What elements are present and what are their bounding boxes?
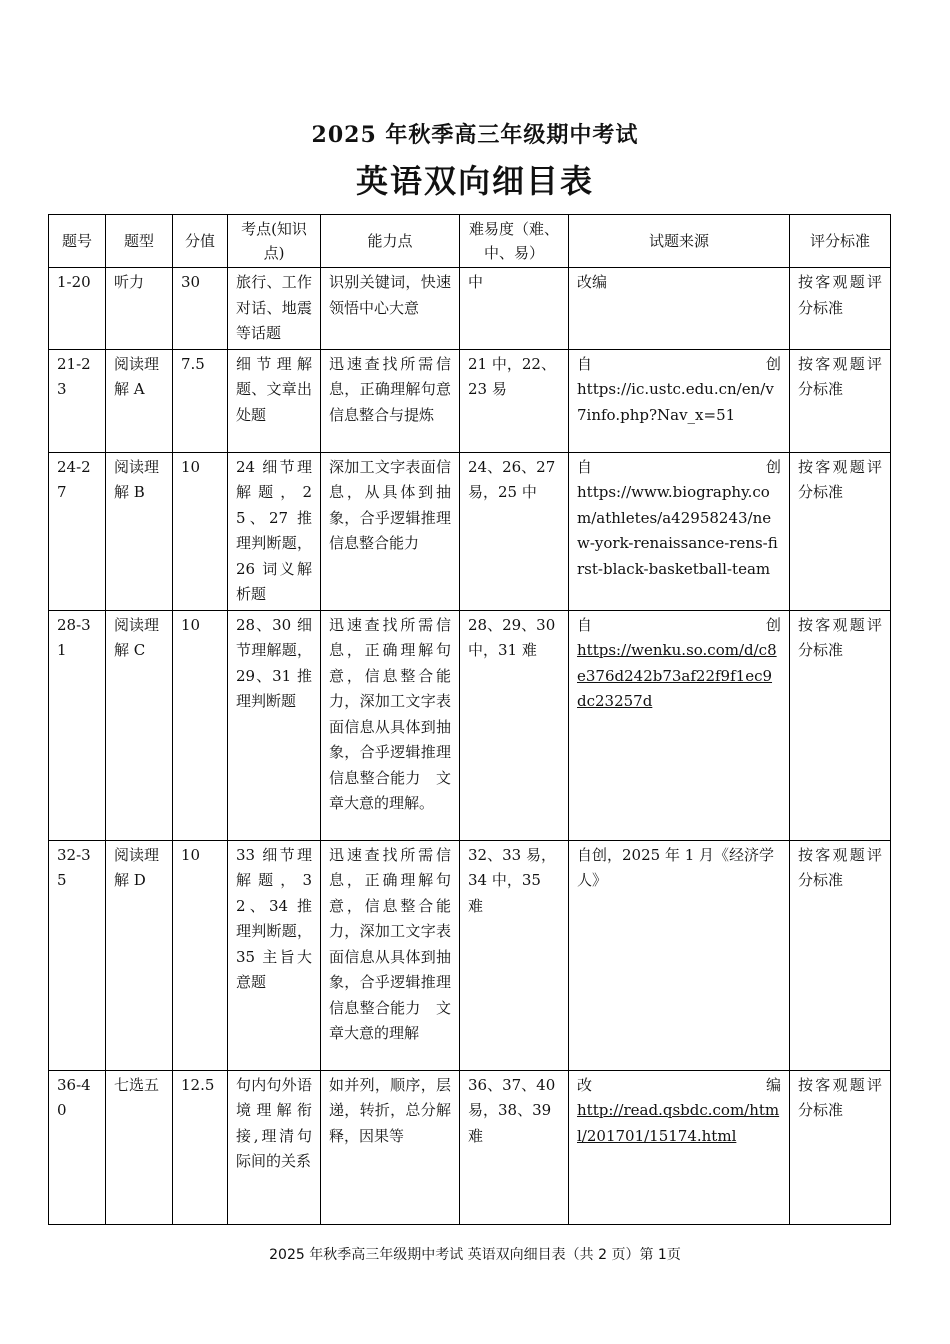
col-header-ability: 能力点 bbox=[321, 215, 460, 268]
cell-score: 7.5 bbox=[173, 349, 228, 452]
cell-grading: 按客观题评分标准 bbox=[790, 268, 891, 350]
cell-num: 36-40 bbox=[49, 1070, 106, 1224]
source-label: 自创，2025 年 1 月《经济学人》 bbox=[577, 845, 775, 889]
cell-source bbox=[569, 610, 790, 840]
cell-grading: 按客观题评分标准 bbox=[790, 1070, 891, 1224]
cell-difficulty: 21 中，22、23 易 bbox=[460, 349, 569, 452]
cell-difficulty: 24、26、27 易，25 中 bbox=[460, 452, 569, 610]
cell-ability: 迅速查找所需信息，正确理解句意信息整合与提炼 bbox=[321, 349, 460, 452]
cell-num: 28-31 bbox=[49, 610, 106, 840]
cell-type: 阅读理解 A bbox=[106, 349, 173, 452]
source-label: 改 编 bbox=[577, 1075, 781, 1094]
cell-grading: 按客观题评分标准 bbox=[790, 610, 891, 840]
cell-type: 阅读理解 C bbox=[106, 610, 173, 840]
source-url: https://ic.ustc.edu.cn/en/v7info.php?Nav_x=51 bbox=[577, 380, 774, 424]
cell-score: 10 bbox=[173, 452, 228, 610]
cell-num: 32-35 bbox=[49, 840, 106, 1070]
cell-point: 细节理解题、文章出处题 bbox=[228, 349, 321, 452]
cell-point: 28、30 细节理解题，29、31 推理判断题 bbox=[228, 610, 321, 840]
table-header-row bbox=[49, 215, 891, 268]
cell-score: 30 bbox=[173, 268, 228, 350]
cell-source bbox=[569, 1070, 790, 1224]
source-link[interactable]: https://wenku.so.com/d/c8e376d242b73af22f9f1ec9dc23257d bbox=[577, 641, 777, 710]
cell-grading: 按客观题评分标准 bbox=[790, 452, 891, 610]
spec-table bbox=[48, 214, 891, 1225]
cell-ability: 迅速查找所需信息，正确理解句意，信息整合能力，深加工文字表面信息从具体到抽象，合乎逻辑推理信息整合能力 文章大意的理解 bbox=[321, 840, 460, 1070]
source-label: 自 创 bbox=[577, 354, 781, 373]
col-header-score: 分值 bbox=[173, 215, 228, 268]
col-header-source: 试题来源 bbox=[569, 215, 790, 268]
table-row bbox=[49, 610, 891, 840]
cell-num: 24-27 bbox=[49, 452, 106, 610]
table-row bbox=[49, 452, 891, 610]
cell-grading: 按客观题评分标准 bbox=[790, 840, 891, 1070]
cell-source bbox=[569, 349, 790, 452]
col-header-grading: 评分标准 bbox=[790, 215, 891, 268]
document-subtitle: 英语双向细目表 bbox=[355, 162, 594, 200]
table-row bbox=[49, 349, 891, 452]
cell-score: 10 bbox=[173, 610, 228, 840]
cell-point: 33 细节理解题，32、34 推理判断题，35 主旨大意题 bbox=[228, 840, 321, 1070]
cell-type: 听力 bbox=[106, 268, 173, 350]
cell-type: 阅读理解 B bbox=[106, 452, 173, 610]
cell-grading: 按客观题评分标准 bbox=[790, 349, 891, 452]
cell-type: 七选五 bbox=[106, 1070, 173, 1224]
source-label: 自 创 bbox=[577, 615, 781, 634]
cell-source bbox=[569, 268, 790, 350]
col-header-difficulty: 难易度（难、中、易） bbox=[460, 215, 569, 268]
cell-difficulty: 36、37、40 易，38、39 难 bbox=[460, 1070, 569, 1224]
cell-ability: 识别关键词，快速领悟中心大意 bbox=[321, 268, 460, 350]
cell-difficulty: 32、33 易，34 中，35 难 bbox=[460, 840, 569, 1070]
table-row bbox=[49, 268, 891, 350]
col-header-num: 题号 bbox=[49, 215, 106, 268]
cell-difficulty: 中 bbox=[460, 268, 569, 350]
source-label: 自 创 bbox=[577, 457, 781, 476]
cell-score: 12.5 bbox=[173, 1070, 228, 1224]
cell-type: 阅读理解 D bbox=[106, 840, 173, 1070]
cell-source bbox=[569, 452, 790, 610]
table-row bbox=[49, 1070, 891, 1224]
col-header-type: 题型 bbox=[106, 215, 173, 268]
cell-ability: 深加工文字表面信息，从具体到抽象，合乎逻辑推理信息整合能力 bbox=[321, 452, 460, 610]
cell-difficulty: 28、29、30 中，31 难 bbox=[460, 610, 569, 840]
cell-source bbox=[569, 840, 790, 1070]
source-label: 改编 bbox=[577, 273, 608, 291]
cell-num: 21-23 bbox=[49, 349, 106, 452]
cell-point: 24 细节理解题，25、27 推理判断题，26 词义解析题 bbox=[228, 452, 321, 610]
source-link[interactable]: http://read.qsbdc.com/html/201701/15174.html bbox=[577, 1101, 780, 1145]
cell-point: 旅行、工作对话、地震等话题 bbox=[228, 268, 321, 350]
source-url: https://www.biography.com/athletes/a42958243/new-york-renaissance-rens-first-black-basketball-team bbox=[577, 483, 778, 578]
cell-score: 10 bbox=[173, 840, 228, 1070]
cell-ability: 如并列，顺序，层递，转折，总分解释，因果等 bbox=[321, 1070, 460, 1224]
cell-point: 句内句外语境理解衔接,理清句际间的关系 bbox=[228, 1070, 321, 1224]
cell-num: 1-20 bbox=[49, 268, 106, 350]
cell-ability: 迅速查找所需信息，正确理解句意，信息整合能力，深加工文字表面信息从具体到抽象，合乎逻辑推理信息整合能力 文章大意的理解。 bbox=[321, 610, 460, 840]
page-footer: 2025 年秋季高三年级期中考试 英语双向细目表（共 2 页）第 1页 bbox=[269, 1247, 681, 1263]
table-row bbox=[49, 840, 891, 1070]
exam-title: 2025 年秋季高三年级期中考试 bbox=[311, 122, 639, 148]
col-header-point: 考点(知识点) bbox=[228, 215, 321, 268]
